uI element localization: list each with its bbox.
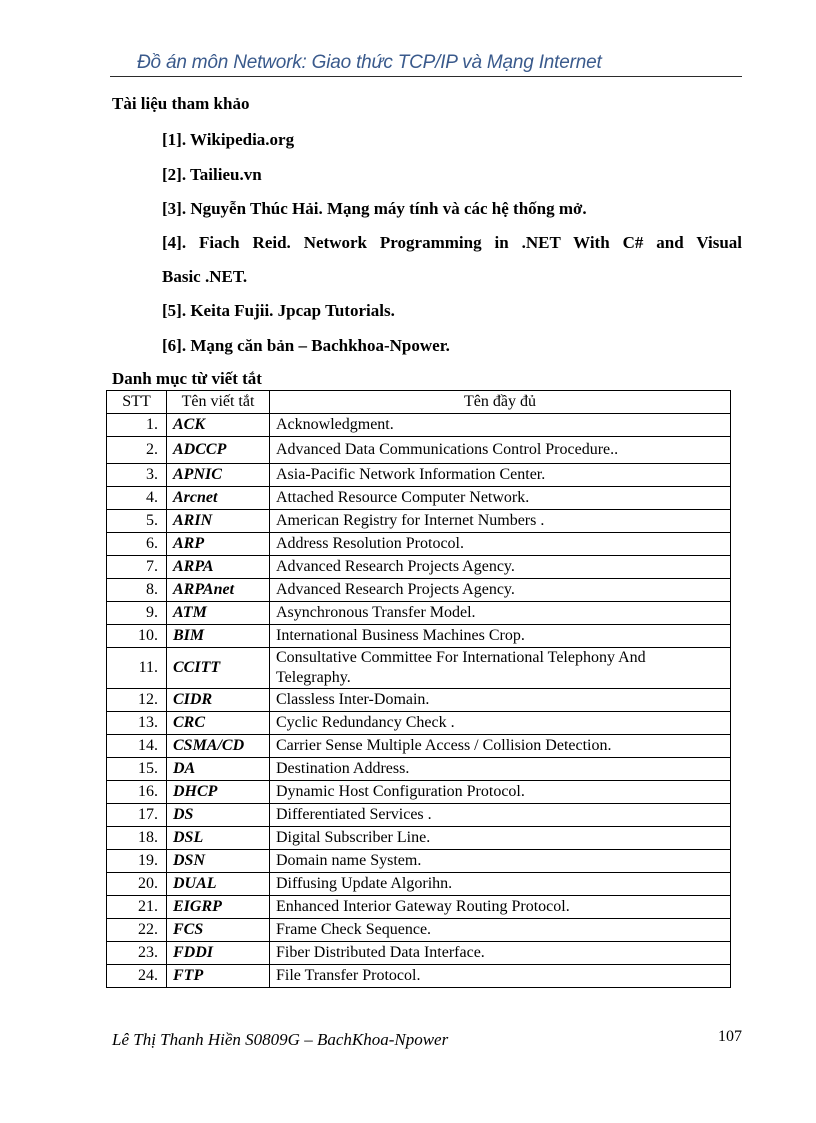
row-full-name: Asia-Pacific Network Information Center. xyxy=(270,464,731,487)
row-stt: 15. xyxy=(107,758,167,781)
row-full-name: Carrier Sense Multiple Access / Collision Detection. xyxy=(270,735,731,758)
table-row xyxy=(107,648,731,689)
table-row xyxy=(107,533,731,556)
row-abbreviation: ARPA xyxy=(167,556,270,579)
row-full-name: Attached Resource Computer Network. xyxy=(270,487,731,510)
row-stt: 21. xyxy=(107,896,167,919)
row-stt: 17. xyxy=(107,804,167,827)
row-stt: 23. xyxy=(107,942,167,965)
row-full-name: Fiber Distributed Data Interface. xyxy=(270,942,731,965)
table-row xyxy=(107,804,731,827)
table-header-row xyxy=(107,391,731,414)
row-stt: 3. xyxy=(107,464,167,487)
reference-item: [3]. Nguyễn Thúc Hải. Mạng máy tính và các hệ thống mở. xyxy=(162,199,587,218)
row-full-name: Destination Address. xyxy=(270,758,731,781)
row-stt: 5. xyxy=(107,510,167,533)
row-stt: 6. xyxy=(107,533,167,556)
row-abbreviation: FDDI xyxy=(167,942,270,965)
row-full-name: Asynchronous Transfer Model. xyxy=(270,602,731,625)
table-row xyxy=(107,919,731,942)
row-full-name: Differentiated Services . xyxy=(270,804,731,827)
table-row xyxy=(107,827,731,850)
table-row xyxy=(107,689,731,712)
row-abbreviation: ADCCP xyxy=(167,437,270,464)
row-abbreviation: ARIN xyxy=(167,510,270,533)
column-header-full: Tên đầy đủ xyxy=(270,391,731,414)
row-full-name: Cyclic Redundancy Check . xyxy=(270,712,731,735)
table-row xyxy=(107,579,731,602)
row-stt: 11. xyxy=(107,648,167,689)
row-abbreviation: DSL xyxy=(167,827,270,850)
reference-item: [6]. Mạng căn bản – Bachkhoa-Npower. xyxy=(162,336,450,355)
column-header-abbr: Tên viết tắt xyxy=(167,391,270,414)
row-stt: 1. xyxy=(107,414,167,437)
row-full-name: Dynamic Host Configuration Protocol. xyxy=(270,781,731,804)
row-stt: 4. xyxy=(107,487,167,510)
row-stt: 2. xyxy=(107,437,167,464)
row-abbreviation: Arcnet xyxy=(167,487,270,510)
row-abbreviation: CRC xyxy=(167,712,270,735)
row-abbreviation: CIDR xyxy=(167,689,270,712)
row-abbreviation: BIM xyxy=(167,625,270,648)
table-row xyxy=(107,735,731,758)
table-row xyxy=(107,602,731,625)
row-abbreviation: FCS xyxy=(167,919,270,942)
row-stt: 13. xyxy=(107,712,167,735)
row-abbreviation: DSN xyxy=(167,850,270,873)
row-full-name: Consultative Committee For International Telephony And Telegraphy. xyxy=(270,648,731,689)
row-full-name: Classless Inter-Domain. xyxy=(270,689,731,712)
table-row xyxy=(107,896,731,919)
row-stt: 10. xyxy=(107,625,167,648)
table-row xyxy=(107,487,731,510)
row-abbreviation: DS xyxy=(167,804,270,827)
row-full-name: Enhanced Interior Gateway Routing Protocol. xyxy=(270,896,731,919)
reference-item: [5]. Keita Fujii. Jpcap Tutorials. xyxy=(162,301,395,320)
row-full-name: Digital Subscriber Line. xyxy=(270,827,731,850)
row-abbreviation: ARP xyxy=(167,533,270,556)
row-abbreviation: CCITT xyxy=(167,648,270,689)
row-stt: 16. xyxy=(107,781,167,804)
table-row xyxy=(107,758,731,781)
row-abbreviation: FTP xyxy=(167,965,270,988)
row-stt: 7. xyxy=(107,556,167,579)
table-row xyxy=(107,965,731,988)
page-header-title: Đồ án môn Network: Giao thức TCP/IP và Mạng Internet xyxy=(137,52,602,73)
page-number: 107 xyxy=(718,1028,742,1045)
row-stt: 22. xyxy=(107,919,167,942)
table-row xyxy=(107,437,731,464)
table-row xyxy=(107,556,731,579)
reference-item: [2]. Tailieu.vn xyxy=(162,165,262,184)
abbreviations-table xyxy=(106,390,731,988)
row-stt: 14. xyxy=(107,735,167,758)
row-abbreviation: EIGRP xyxy=(167,896,270,919)
row-full-name: Domain name System. xyxy=(270,850,731,873)
row-stt: 24. xyxy=(107,965,167,988)
row-abbreviation: ACK xyxy=(167,414,270,437)
table-row xyxy=(107,510,731,533)
reference-item: [4]. Fiach Reid. Network Programming in .NET With C# and Visual xyxy=(162,233,742,252)
table-row xyxy=(107,873,731,896)
row-full-name: Frame Check Sequence. xyxy=(270,919,731,942)
column-header-stt: STT xyxy=(107,391,167,414)
row-stt: 9. xyxy=(107,602,167,625)
table-row xyxy=(107,850,731,873)
row-full-name: Address Resolution Protocol. xyxy=(270,533,731,556)
row-full-name: File Transfer Protocol. xyxy=(270,965,731,988)
row-abbreviation: DUAL xyxy=(167,873,270,896)
table-row xyxy=(107,942,731,965)
row-full-name: Diffusing Update Algorihn. xyxy=(270,873,731,896)
row-abbreviation: ATM xyxy=(167,602,270,625)
table-row xyxy=(107,414,731,437)
abbreviations-table-body xyxy=(107,414,731,988)
row-abbreviation: ARPAnet xyxy=(167,579,270,602)
reference-item-continuation: Basic .NET. xyxy=(162,267,248,286)
row-full-name: American Registry for Internet Numbers . xyxy=(270,510,731,533)
header-divider xyxy=(110,76,742,77)
row-stt: 8. xyxy=(107,579,167,602)
row-abbreviation: CSMA/CD xyxy=(167,735,270,758)
abbreviations-heading: Danh mục từ viết tắt xyxy=(112,369,262,388)
footer-author: Lê Thị Thanh Hiền S0809G – BachKhoa-Npower xyxy=(112,1030,449,1049)
row-stt: 18. xyxy=(107,827,167,850)
row-full-name: International Business Machines Crop. xyxy=(270,625,731,648)
row-abbreviation: DHCP xyxy=(167,781,270,804)
row-full-name: Advanced Research Projects Agency. xyxy=(270,556,731,579)
row-stt: 12. xyxy=(107,689,167,712)
references-heading: Tài liệu tham khảo xyxy=(112,94,250,113)
row-abbreviation: APNIC xyxy=(167,464,270,487)
table-row xyxy=(107,712,731,735)
row-full-name: Acknowledgment. xyxy=(270,414,731,437)
row-abbreviation: DA xyxy=(167,758,270,781)
row-stt: 19. xyxy=(107,850,167,873)
row-full-name: Advanced Data Communications Control Procedure.. xyxy=(270,437,731,464)
reference-item: [1]. Wikipedia.org xyxy=(162,130,295,149)
table-row xyxy=(107,625,731,648)
row-stt: 20. xyxy=(107,873,167,896)
table-row xyxy=(107,781,731,804)
row-full-name: Advanced Research Projects Agency. xyxy=(270,579,731,602)
table-row xyxy=(107,464,731,487)
